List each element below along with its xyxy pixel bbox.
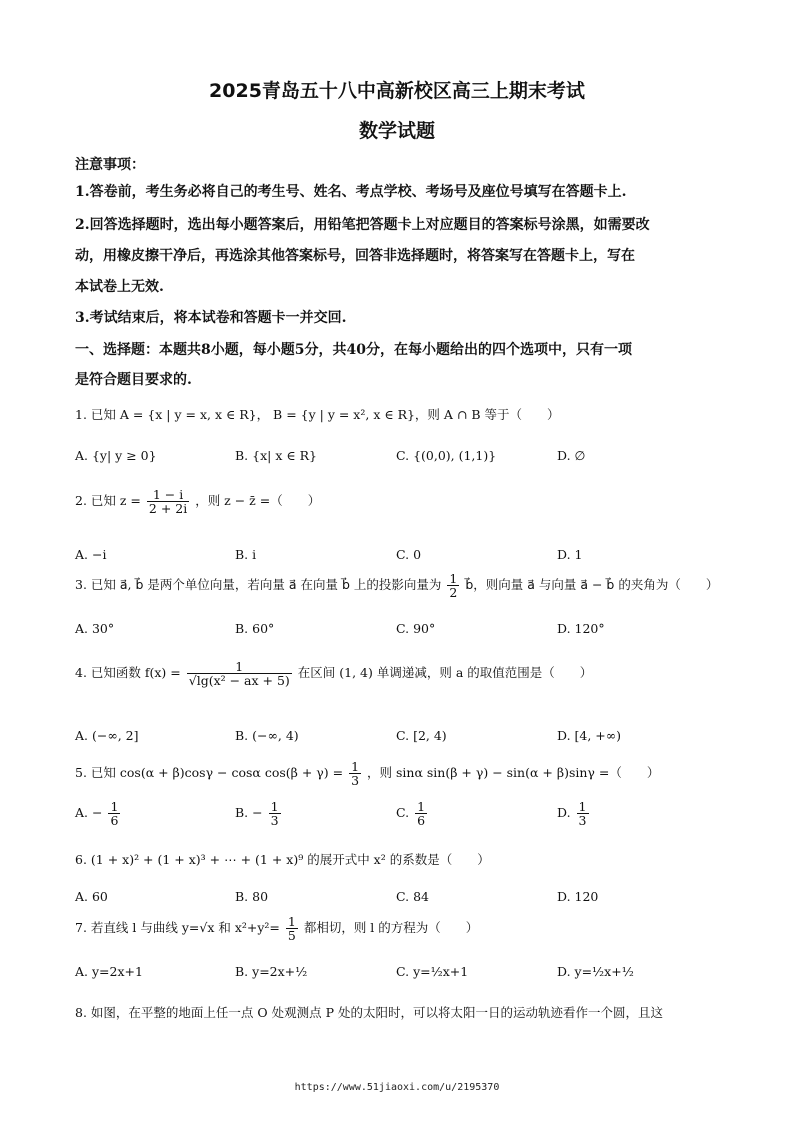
question-1-option-c: C. {(0,0), (1,1)} bbox=[396, 448, 497, 463]
option-fraction bbox=[577, 800, 589, 827]
question-5-option-d bbox=[557, 800, 591, 827]
question-3-stem bbox=[75, 572, 718, 599]
notice-item-3: 3.考试结束后，将本试卷和答题卡一并交回. bbox=[75, 310, 347, 326]
question-8-stem: 8. 如图，在平整的地面上任一点 O 处观测点 P 处的太阳时，可以将太阳一日的运动轨迹看作一个圆，且这 bbox=[75, 1005, 663, 1020]
question-4-fraction-denominator: √lg(x² − ax + 5) bbox=[188, 673, 290, 689]
question-5-option-c bbox=[396, 800, 429, 827]
question-5-option-b bbox=[235, 800, 283, 827]
option-fraction-numerator: 1 bbox=[417, 799, 426, 814]
question-7-option-c: C. y=½x+1 bbox=[396, 964, 469, 979]
footer-url: https://www.51jiaoxi.com/u/2195370 bbox=[294, 1082, 500, 1093]
question-1-option-b: B. {x| x ∈ R} bbox=[235, 448, 317, 463]
question-6-option-c: C. 84 bbox=[396, 889, 429, 904]
section-heading-line-2: 是符合题目要求的. bbox=[75, 372, 192, 388]
question-5-stem bbox=[75, 760, 659, 787]
notice-item-1: 1.答卷前，考生务必将自己的考生号、姓名、考点学校、考场号及座位号填写在答题卡上. bbox=[75, 184, 627, 200]
question-2-fraction-denominator: 2 + 2i bbox=[148, 501, 188, 517]
option-fraction-numerator: 1 bbox=[578, 799, 587, 814]
question-2-option-d: D. 1 bbox=[557, 547, 583, 562]
question-3-fraction bbox=[447, 572, 459, 599]
question-3-option-b: B. 60° bbox=[235, 621, 275, 636]
minus-sign: − bbox=[92, 805, 103, 821]
question-7-stem-pre: 7. 若直线 l 与曲线 y=√x 和 x²+y²= bbox=[75, 920, 280, 936]
question-5-fraction-numerator: 1 bbox=[351, 759, 360, 774]
notice-item-2-line-3: 本试卷上无效. bbox=[75, 279, 164, 295]
question-3-option-a: A. 30° bbox=[75, 621, 115, 636]
question-6-option-b: B. 80 bbox=[235, 889, 269, 904]
question-4-stem bbox=[75, 660, 592, 687]
question-2-fraction bbox=[147, 488, 189, 515]
question-7-stem-post: 都相切，则 l 的方程为（ ） bbox=[303, 920, 479, 936]
question-2-stem-pre: 2. 已知 z = bbox=[75, 493, 141, 509]
question-2-fraction-numerator: 1 − i bbox=[147, 488, 189, 502]
option-fraction bbox=[415, 800, 427, 827]
question-7-option-a: A. y=2x+1 bbox=[75, 964, 143, 979]
option-letter: D. bbox=[557, 805, 571, 821]
question-7-stem bbox=[75, 915, 478, 942]
question-4-fraction bbox=[187, 660, 292, 687]
question-3-stem-post: b⃗，则向量 a⃗ 与向量 a⃗ − b⃗ 的夹角为（ ） bbox=[465, 577, 719, 593]
question-6-stem: 6. (1 + x)² + (1 + x)³ + ⋯ + (1 + x)⁹ 的展开式中 x² 的系数是（ ） bbox=[75, 852, 490, 867]
question-1-option-a: A. {y| y ≥ 0} bbox=[75, 448, 157, 463]
section-heading-line-1: 一、选择题：本题共8小题，每小题5分，共40分，在每小题给出的四个选项中，只有一项 bbox=[75, 342, 632, 358]
question-6-option-a: A. 60 bbox=[75, 889, 108, 904]
notice-heading: 注意事项： bbox=[75, 157, 145, 173]
question-4-option-a: A. (−∞, 2] bbox=[75, 728, 139, 743]
question-5-stem-pre: 5. 已知 cos(α + β)cosγ − cosα cos(β + γ) = bbox=[75, 765, 344, 781]
question-4-stem-post: 在区间 (1, 4) 单调递减，则 a 的取值范围是（ ） bbox=[297, 665, 593, 681]
question-2-option-a: A. −i bbox=[75, 547, 107, 562]
exam-subtitle: 数学试题 bbox=[358, 120, 435, 142]
question-2-stem bbox=[75, 488, 320, 515]
question-2-option-c: C. 0 bbox=[396, 547, 422, 562]
option-letter: A. bbox=[75, 805, 89, 821]
option-letter: C. bbox=[396, 805, 410, 821]
question-4-fraction-numerator: 1 bbox=[187, 660, 292, 674]
question-3-option-c: C. 90° bbox=[396, 621, 436, 636]
question-7-option-b: B. y=2x+½ bbox=[235, 964, 308, 979]
question-5-stem-post: ，则 sinα sin(β + γ) − sin(α + β)sinγ =（ ） bbox=[367, 765, 660, 781]
question-6-option-d: D. 120 bbox=[557, 889, 599, 904]
option-fraction-denominator: 6 bbox=[417, 813, 426, 829]
option-fraction-denominator: 3 bbox=[578, 813, 587, 829]
notice-item-2-line-1: 2.回答选择题时，选出每小题答案后，用铅笔把答题卡上对应题目的答案标号涂黑，如需要改 bbox=[75, 217, 650, 233]
question-7-option-d: D. y=½x+½ bbox=[557, 964, 634, 979]
question-3-option-d: D. 120° bbox=[557, 621, 605, 636]
question-1-stem: 1. 已知 A = {x | y = x, x ∈ R}， B = {y | y = x², x ∈ R}，则 A ∩ B 等于（ ） bbox=[75, 407, 560, 422]
question-2-stem-post: ，则 z − z̄ =（ ） bbox=[195, 493, 321, 509]
question-2-option-b: B. i bbox=[235, 547, 257, 562]
option-fraction-numerator: 1 bbox=[110, 799, 119, 814]
question-5-fraction bbox=[349, 760, 361, 787]
question-3-fraction-numerator: 1 bbox=[449, 571, 458, 586]
option-fraction bbox=[108, 800, 120, 827]
question-7-fraction-numerator: 1 bbox=[287, 914, 296, 929]
question-3-fraction-denominator: 2 bbox=[449, 585, 458, 601]
minus-sign: − bbox=[252, 805, 263, 821]
question-5-option-a bbox=[75, 800, 122, 827]
option-letter: B. bbox=[235, 805, 249, 821]
question-1-option-d: D. ∅ bbox=[557, 448, 586, 463]
option-fraction-denominator: 6 bbox=[110, 813, 119, 829]
question-4-option-d: D. [4, +∞) bbox=[557, 728, 622, 743]
question-3-stem-pre: 3. 已知 a⃗, b⃗ 是两个单位向量，若向量 a⃗ 在向量 b⃗ 上的投影向量为 bbox=[75, 577, 442, 593]
question-5-fraction-denominator: 3 bbox=[351, 773, 360, 789]
option-fraction-numerator: 1 bbox=[270, 799, 279, 814]
question-4-stem-pre: 4. 已知函数 f(x) = bbox=[75, 665, 181, 681]
question-4-option-c: C. [2, 4) bbox=[396, 728, 447, 743]
question-4-option-b: B. (−∞, 4) bbox=[235, 728, 299, 743]
option-fraction bbox=[269, 800, 281, 827]
question-7-fraction bbox=[286, 915, 298, 942]
question-7-fraction-denominator: 5 bbox=[287, 928, 296, 944]
notice-item-2-line-2: 动，用橡皮擦干净后，再选涂其他答案标号，回答非选择题时，将答案写在答题卡上，写在 bbox=[75, 248, 635, 264]
option-fraction-denominator: 3 bbox=[270, 813, 279, 829]
exam-title: 2025青岛五十八中高新校区高三上期末考试 bbox=[209, 80, 585, 102]
